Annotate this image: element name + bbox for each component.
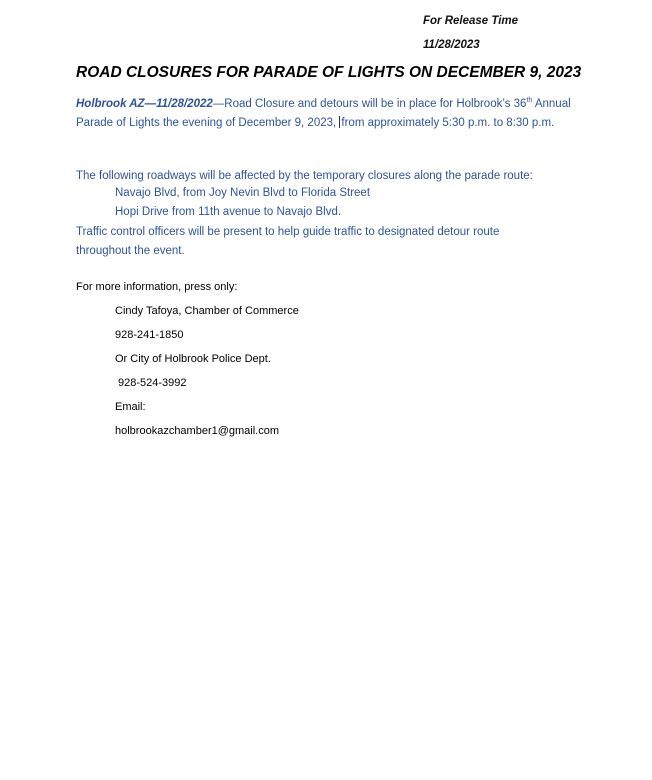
roadways-intro: The following roadways will be affected by the temporary closures along the parade route: xyxy=(76,170,533,182)
intro-text-2: Annual Parade of Lights the evening of December 9, 2023, xyxy=(76,98,571,129)
release-date: 11/28/2023 xyxy=(423,39,480,51)
contact-phone-2: 928-524-3992 xyxy=(118,377,187,389)
contact-email-label: Email: xyxy=(115,401,146,413)
dateline: Holbrook AZ—11/28/2022 xyxy=(76,98,213,110)
intro-text-3: from approximately 5:30 p.m. to 8:30 p.m. xyxy=(341,116,555,129)
traffic-note: Traffic control officers will be present to help guide traffic to designated detour route throughout the event. xyxy=(76,226,500,257)
route-item: Hopi Drive from 11th avenue to Navajo Blvd. xyxy=(115,206,342,218)
contact-name: Cindy Tafoya, Chamber of Commerce xyxy=(115,305,299,317)
headline: ROAD CLOSURES FOR PARADE OF LIGHTS ON DECEMBER 9, 2023 xyxy=(76,64,582,81)
route-item: Navajo Blvd, from Joy Nevin Blvd to Florida Street xyxy=(115,187,371,199)
contact-email: holbrookazchamber1@gmail.com xyxy=(115,425,280,437)
intro-text-1: —Road Closure and detours will be in place for Holbrook’s 36 xyxy=(212,98,527,110)
ordinal-suffix: th xyxy=(526,97,533,105)
contact-phone-1: 928-241-1850 xyxy=(115,329,184,341)
intro-paragraph xyxy=(76,95,586,132)
contact-intro: For more information, press only: xyxy=(76,281,238,293)
release-time-label: For Release Time xyxy=(423,15,519,27)
contact-alt: Or City of Holbrook Police Dept. xyxy=(115,353,271,365)
